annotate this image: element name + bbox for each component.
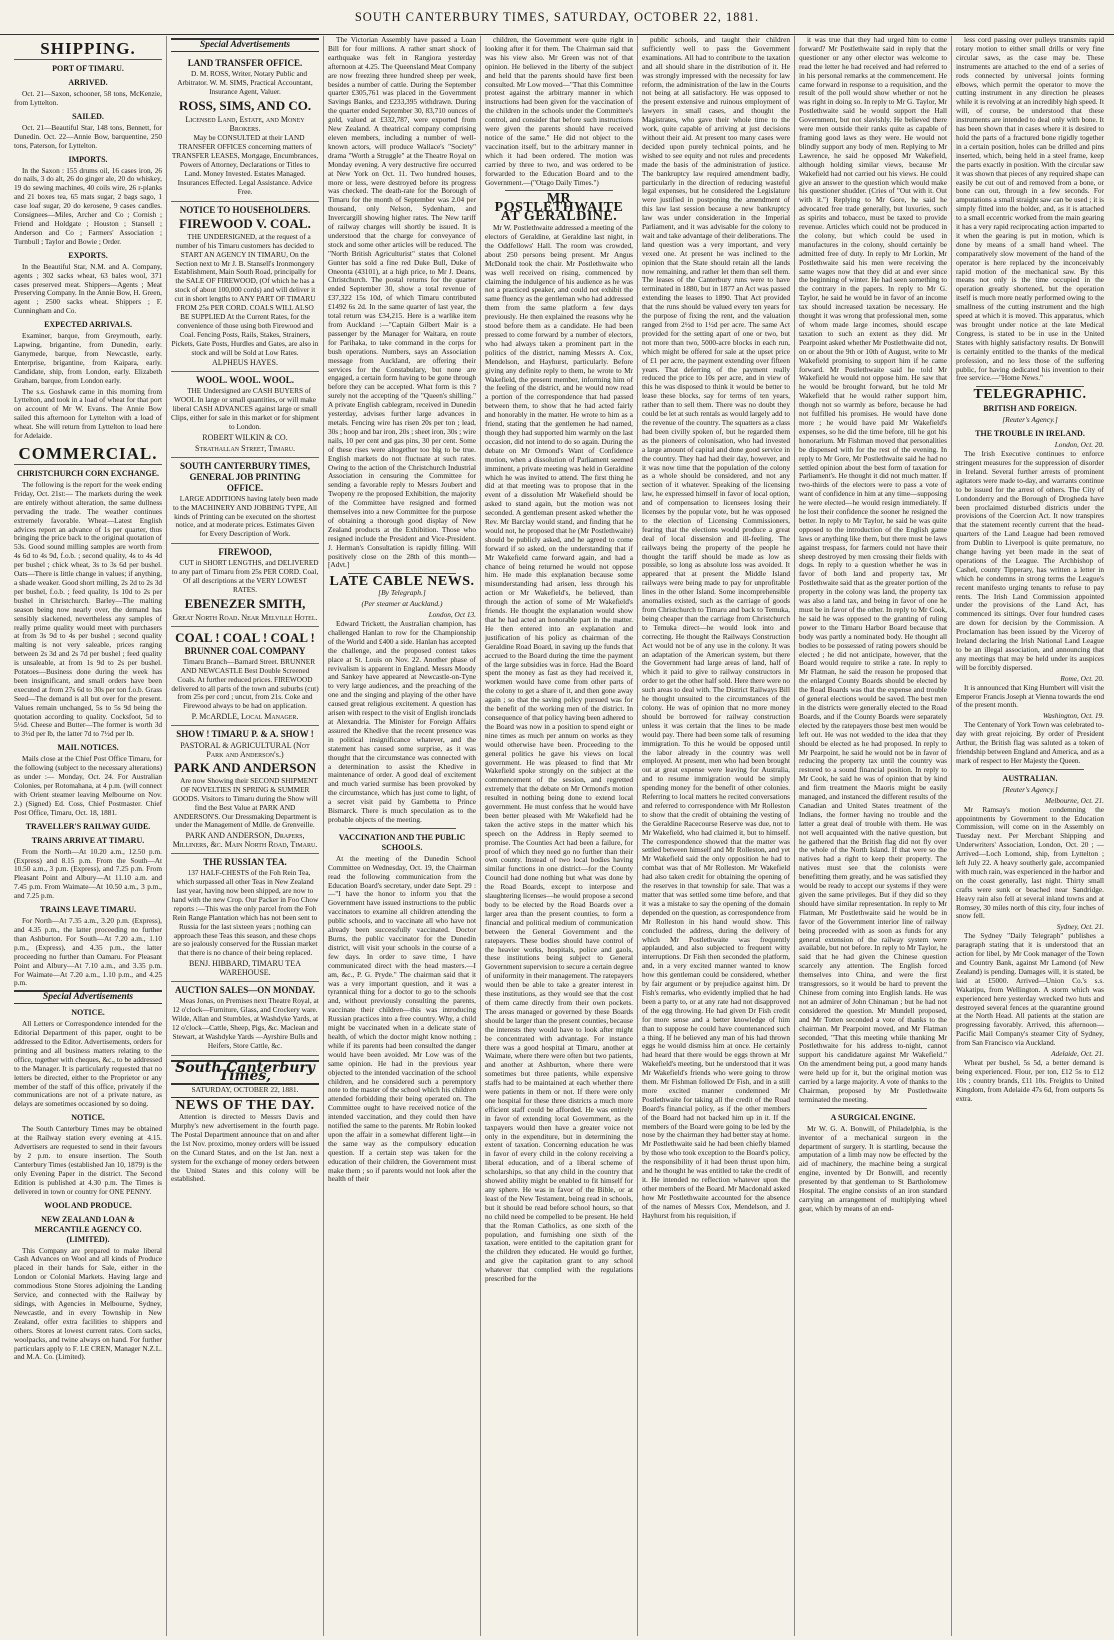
masthead: SOUTH CANTERBURY TIMES, SATURDAY, OCTOBER 22, 1881.	[0, 0, 1114, 35]
cable-byline: [By Telegraph.]	[378, 588, 426, 598]
rail-leave-heading: TRAINS LEAVE TIMARU.	[40, 905, 136, 915]
firewood2-addr: Great North Road. Near Melville Hotel.	[172, 612, 318, 622]
land-partners: D. M. ROSS, Writer, Notary Public and Arbitrator. W. M. SIMS, Practical Accountant, Insurance Agent, Valuer.	[177, 68, 313, 96]
land-firm: ROSS, SIMS, AND CO.	[178, 97, 312, 113]
notice-text: All Letters or Correspondence intended for the Editorial Department of this paper, ought to be addressed to the Editor. Advertisements, orders for printing and all business matters relating to the office, together with cheques, &c., to be addressed to the Manager. It is particularly requested that no letters be directed, either to the Proprietor or any member of the staff of this office, privately if the communications are not of a private nature, as delays are sometimes occasioned by so doing.	[14, 1019, 162, 1109]
wool-produce-text: This Company are prepared to make liberal Cash Advances on Wool and all kinds of Produce placed in their hands for Sale, either in the London or Colonial Markets. Having large and commodious Stone Stores adjoining the Landing Service, and connected with the Railway by sidings, with Agencies in Melbourne, Sydney, Newcastle, and in every Township in New Zealand, offer extra facilities to shippers and others. Stores at lowest current rates. Corn sacks, woolpacks, and twine always on hand. For further particulars apply to F. LE CREN, Manager N.Z.L. and M.A. Co. (Limited).	[14, 1245, 162, 1362]
show-sub: PASTORAL & AGRICULTURAL (Not Park and Anderson's.)	[180, 741, 310, 760]
column-5	[638, 36, 795, 1636]
divider	[348, 828, 456, 829]
wool-title: WOOL. WOOL. WOOL.	[196, 375, 294, 386]
wool-produce-heading: WOOL AND PRODUCE.	[44, 1200, 132, 1210]
printing-title: SOUTH CANTERBURY TIMES, GENERAL JOB PRINTING OFFICE.	[180, 460, 310, 493]
sailed-label: SAILED.	[72, 111, 104, 121]
melbourne-dateline: Melbourne, Oct. 21.	[1045, 795, 1104, 805]
wool-ad	[171, 372, 319, 457]
notice2-heading: NOTICE.	[71, 1113, 105, 1123]
imports-text: In the Saxon : 155 drums oil, 16 cases iron, 26 do nails, 3 do alt, 26 do ginger ale, 20 do whiskey, 19 do sewing machines, 40 coils wire, 26 r-planks and 21 boxes tea, 65 mats sugar, 2 bags sago, 1 case loaf sugar, 20 do kerosene, 9 cases candles. Consignees—Miles, Archer and Co ; Cornish ; Friend and Holdgate ; Houston ; Stansell ; Anderson and Co ; Farmers' Association ; Turnbull ; Taylor and Bowie ; Order.	[14, 165, 162, 246]
tea-text: 137 HALF-CHESTS of the Foh Rein Tea, which surpassed all other Teas in New Zealand last year, having now been shipped, are now to hand with the new Crop. Our Packer in Foo Chow reports :—This was the only parcel from the Foh Rein Range Plantation which has not been sent to Russia for the last sixteen years ; nothing can approach these Teas this season, and these chops are so jealously conserved for the Russian market that there is no chance of their being replaced.	[171, 868, 319, 958]
tea-sig: BENJ. HIBBARD, TIMARU TEA WAREHOUSE.	[189, 959, 301, 978]
wool-text: THE Undersigned are CASH BUYERS of WOOL In large or small quantities, or will make liberal CASH ADVANCES against large or small Clips, either for sale in this market or for shipment to London.	[171, 386, 319, 431]
melbourne-text: Mr Ramsay's motion condemning the appointments by Government to the Education Commission, will come on in the Assembly on Tuesday next. Per Mercbant Shipping and Underwriters' Association, London, Oct. 20 ; —Arrived—Loch Lomond, ship, from Lyttelton ; left July 22. A heavy southerly gale, accompanied with much rain, was experienced in the harbor and on the coast generally, last night. Thirty small crafts were sunk or beached near Sandridge. Heavy rain also fell at several inland towns and at Romsey, 30 miles north of this city, four inches of snow fell.	[956, 804, 1104, 921]
paper-date: SATURDAY, OCTOBER 22, 1881.	[171, 1086, 319, 1098]
exchange-text: The following is the report for the week ending Friday, Oct. 21st:— The markets during the week are entirely without alteration, the same dullness pervading the trade. The weather continues extremely favorable. Wheat—Latest English advices report an advance of 1s per quarter, thus bringing the price back to the original quotation of 53s. Good sound milling samples are worth from 4s 6d to 4s 9d, f.o.b. ; second quality, 4s to 4s 4d per bushel ; chick wheat, 3s to 3s 6d per bushel. Oats—There is little change in values; if anything, a shade weaker. Good short milling, 2s 2d to 2s 3d per bushel, f.o.b. ; feed quality, 1s 10d to 2s per bushel in Christchurch. Barley—The malting season being now nearly over, the demand has sensibly slackened, nevertheless any samples of really prime quality would meet with purchasers at from 3s 9d to 4s per bushel ; second quality malting is not very saleable, prices ranging between 2s 3d and 2s 7d per bushel ; feed quality is unsaleable, at from 1s 9d to 2s per bushel. Potatoes—Business done during the week has been insignificant, and small orders have been executed at from 27s 6d to 30s per ton f.o.b. Grass Seed—The demand is all but over for the present. Values remain unchanged, 5s to 5s 9d being the quotation according to quality. Cocksfoot, 5d to 5½d. Cheese and Butter—The former is worth 3d to 3½d per lb, the latter 7d to 7½d per lb.	[14, 480, 162, 739]
arrived-label: ARRIVED.	[68, 78, 108, 87]
column-1	[10, 36, 167, 1636]
land-transfer-ad	[171, 55, 319, 202]
sydney-text: The Sydney "Daily Telegraph" publishes a paragraph stating that it is understood that an action for libel, by Mr Cook manager of the Town and Country Bank, against Mr Lamond (of New Zealand) is pending. Damages will, it is stated, be laid at £5000. Arrived—Union Co.'s s.s. Wakatipu, from Wellington. A storm which was experienced here yesterday wrecked two huts and destroyed several fences at the quarantine ground at the North Head. All patients at the station are progressing favorably. Arrived, this afternoon—Pacific Mail Company's steamer City of Sydney, from San Francisco via Auckland.	[956, 931, 1104, 1048]
notice2-text: The South Canterbury Times may be obtained at the Railway station every evening at 4.15. Advertisers are requested to send in their favours by 2 p.m. to ensure insertion. The South Canterbury Times (established Jan 10, 1879) is the only Evening Paper in the district. The Second Edition is published at 4.30 p.m. The Times is delivered in town or country for ONE PENNY.	[14, 1124, 162, 1196]
cable-heading: LATE CABLE NEWS.	[329, 574, 475, 590]
shipping-note: The s.s. Goshawk came in this morning from Lyttelton, and took in a load of wheat for that port on account of Mr W. Evans. The Annie Bow sailed this afternoon for Lyttelton with a load of wheat. She will return from Lyttelton to load here for Adelaide.	[14, 386, 162, 441]
news-text: Attention is directed to Messrs Davis and Murphy's new advertisement in the fourth page. The Postal Department announce that on and after the 1st Nov. proximo, money orders will be issued on the Cunard States, and on the 1st Jan. next a system for the exchange of money orders between the United States and this colony will be established.	[171, 1112, 319, 1184]
mail-text: Mails close at the Chief Post Office Timaru, for the following (subject to the necessary alterations) as under :— Monday, Oct. 24. For Australian Colonies, per Rotomahana, at 4 p.m. (will connect with Orient steamer leaving Melbourne on Nov. 2.) (Signed) Ed. Coss, Chief Postmaster. Chief Post Office, Timaru, Oct. 18, 1881.	[14, 754, 162, 817]
divider	[976, 769, 1084, 770]
surgical-text-cont: less cord passing over pulleys transmits rapid rotary motion to either small drills or very fine circular saws, as the case may be. These instruments are attached to the end of a series of rods connected by universal joints forming elbows, which permit the operator to move the cutting instrument in any direction he pleases while it is revolving at an incredibly high speed. It will, of course, be understood that these instruments are intended to deal only with bone. It has been shown that in cases where it is desired to hold the parts of a fractured bone rigidly together in a certain position, holes can be drilled and pins inserted, which, being held in a steel frame, keep the parts exactly in position. With the circular saw it was shown that pieces of any required shape can easily be cut out of and removed from a bone, or bone can out, through in a few seconds. For amputations a small straight saw can be used ; it is simply fitted into the holder, and, as it is attached to a small eccentric worked from the main gearing it has a very rapid reciprocating action imparted to it when the gearing is put in motion, which is done by means of a small hand wheel. The comparatively slow movement of the hand of the operator is here replaced by the inconceivably rapid motion of the mechanical saw. By this means not only is the time occupied in the operation greatly shortened, but the operation itself is much more neatly performed owing to the smallness of the cutting instrument and the high speed at which it is moved. This apparatus, which was brought under notice at the late Medical Congress, is stated to be in use in the United States with highly satisfactory results. Dr Bonwill is certainly entitled to the thanks of the medical profession, and no less those of the suffering public, for having dedicated his invention to their free service.—"Home News."	[956, 36, 1104, 383]
auction-ad	[171, 982, 319, 1055]
exports-label: EXPORTS.	[68, 250, 108, 260]
coal-firm: BRUNNER COAL COMPANY	[184, 645, 306, 656]
adelaide-text: Wheat per bushel, 5s 5d, a better demand is being experienced. Flour, per ton, £12 5s to £12 10s ; country brands, £11 10s. Freights to United Kingdom, from Adelaide 47s 6d, from outports 5s extra.	[956, 1057, 1104, 1103]
sailed-text: Oct. 21—Beautiful Star, 148 tons, Bennett, for Dunedin. Oct. 22—Annie Bow, barquentine, 250 tons, Paterson, for Lyttelton.	[14, 122, 162, 150]
cable-sub: (Per steamer at Auckland.)	[361, 599, 443, 609]
land-title: LAND TRANSFER OFFICE.	[187, 57, 303, 68]
reuter-byline: [Reuter's Agency.]	[1002, 415, 1058, 425]
paper-brand: South Canterbury Times,	[171, 1060, 319, 1086]
cable-dateline: London, Oct 13.	[428, 610, 476, 620]
wool-sig: ROBERT WILKIN & CO.	[202, 432, 288, 442]
news-items: The Victorian Assembly have passed a Loan Bill for four millions. A rather smart shock of earthquake was felt in Rangiora yesterday afternoon at 4.25. The Queensland Meat Company are now freezing three hundred sheep per week, besides a number of cattle. During the September quarter £305,761 was placed in the Government Savings Banks, and £233,395 withdrawn. During the quarter ended September 30, 83,710 ounces of gold, valued at £332,787, were exported from New Zealand. A theatrical company comprising eleven members, including a number of well-known actors, will produce Wallace's "Society" drama "Worth a Struggle" at the Theatre Royal on Monday evening. A very destructive fire occurred at New York on Oct. 11. Two hundred houses, more or less, were destroyed before its progress was checked. The death-rate for the Borough of Timaru for the month of September was 2.04 per thousand, only Nelson, Sydenham, and Invercargill showing higher rates. The New tariff of railway charges will shortly be issued. It is understood that the charge for conveyance of stock and some other articles will be reduced. The "North British Agriculturist" states that Colonel Gunter has sold a fine red Duke Bull, Duke of Oneonta (43101), at a high price, to Mr J. Deans, Christchurch. The postal returns for the quarter ended September 30, show a total revenue of £37,322 15s 10d, of which Timaru contributed £1492 6s 2d. In the same quarter of last year, the total return was £34,215. Here is a warlike item from Auckland :—"Captain Gilbert Mair is a passenger by the Manager for Waitara, en route for Parihaka, to take command in the corps for bush operations. Numbers, says an Association message from Auckland, are offering their services for the Constabulary, but none are engaged, a certain form having to be gone through before they can be accepted. What form is this ? surely not the accepting of the "Queen's shilling." A private English cablegram, received in Dunedin yesterday, advises further large advances in metals. Fencing wire has risen 20s per ton ; lead, 30s ; hoop and bar iron, 20s ; sheet iron, 30s ; wire nails, 10 per cent and gas pins, 30 per cent. Some of these rises were altogether too big to be true. English markets do not fluctuate at such rates. Owing to the action of the Christchurch Industrial Association in censuring the Committee for sending a favorable reply to Messrs Joubert and Twopeny re the proposed Exhibition, the majority of the Committee have resigned and formed themselves into a new Committee for the purpose of obtaining a thorough good display of New Zealand products at the Exhibition. Those who resigned include the President and Vice-President. J. Herman's Consultation is rapidly filling. Will positively close on the 28th of this month—[Advt.]	[328, 36, 476, 570]
commercial-heading: COMMERCIAL.	[14, 444, 162, 465]
rome-dateline: Rome, Oct. 20.	[1060, 673, 1104, 683]
column-2	[167, 36, 324, 1636]
postlethwaite-text: Mr W. Postlethwaite addressed a meeting of the electors of Geraldine, at Geraldine last night, in the Oddfellows' Hall. The room was crowded, about 250 persons being present. Mr Angus McDonald took the chair. Mr Postlethwaite who was well received on rising, commenced by claiming the indulgence of his audience as he was not a practiced speaker, and could not exhibit the same fluency as the gentleman who had addressed them from the same platform a few days previously. He then explained the reasons why he stood before them as a candidate. He had been pressed to come forward by a number of electors, who had always taken a prominent part in the politics of the district, naming Messrs A. Cox, Mendelson, and Hayhurst, particularly. Before giving any definite reply to them, he wrote to Mr Wakefield, the present member, informing him of the feeling of the district, and he would now read a portion of the correspondence that had passed between them, to show that he had acted fairly and honorably in the matter. He wrote to him as a friend, stating that the gentlemen he had named, though they had supported him warmly on the last occasion, did not intend to do so again. During the debate on Mr Ormond's Want of Confidence motion, when a dissolution of Parliament seemed imminent, a private meeting was held in Geraldine which he was invited to attend. The first thing he did at that meeting was to propose that in the event of a dissolution Mr Wakefield should be asked to stand again, but the motion was not seconded. A gentleman present asked whether the Rev. Mr Barclay would stand, and finding that he would not, he proposed that he (Mr Postlethwaite) should be publicly asked, and he agreed to come forward if so asked, on the understanding that if Mr Wakefield came forward again, and had a chance of being returned he would not oppose him. He made this explanation because some misunderstanding had arisen, less through his action or Mr Wakefield's, he believed, than through the action of some of Mr Wakefield's friends. He thought the explanation would show that he had acted an honorable part in the matter. He then entered into an explanation and justification of his policy as chairman of the Geraldine Road Board, in saving up the funds that accrued to the Board during the time the payment of the large subsidies was in force. Had the Board spent the money as fast as they had received it, workmen would have come from other parts of the colony to get a share of it, and then gone away again ; so that the saving policy pursued was for the benefit of the working men of the district. In consequence of that policy having been adhered to the Board was now in a position to spend eight or nine times as much per annum on works as they would otherwise have been. Proceeding to the general politics he gave his views on local government. He was pleased to find that Mr Wakefield spoke strongly on the subject at the commencement of the session, and regretted extremely that the debate on Mr Ormond's motion resulted in nothing being done to extend local government. He must confess that he would have been better pleased with Mr Wakefield had he taken the active steps in the matter which his speech on the Address in Reply seemed to promise. The Counties Act had been a failure, for proof of which they need go no further than their own county. Instead of two local bodies having similar functions in one district—for the County Council had done nothing but what was done by the Road Boards, except to interpose and slaughtering licenses—he would propose a second body to be elected by the Road Boards over a larger area than the present counties, to form a financial and political medium of communication between the General Government and the ratepayers. These bodies should have control of the heavier works, hospitals, police and gaols, these institutions being subject to General Government supervision to secure a certain degree of uniformity in their management. The ratepayers would then be able to take a greater interest in these institutions, as they would see that the cost of them came directly from their own pockets. The areas managed or governed by these Boards should be larger than the present counties, because the interests they would have to look after might be concentrated with advantage. For instance there was a good hospital at Timaru, another at Waimate, where there were often but two patients, and another at Ashburton, where there were sometimes but three patients, while expensive staffs had to be maintained at each whether there were patients in them or not. If there were only one hospital for these three districts a much more efficient staff could be afforded. He was entirely in favor of extending local Government, as the taxpayers would then have a greater voice not only in the expenditure, but in determining the extent of taxation. Concerning education he was in favor of every child in the colony receiving a liberal education, and of a liberal scheme of scholarships, so that any child in the country that showed ability might be enabled to fit himself for any sphere. He was in favor of the Bible, or at least of the New Testament, being read in schools, but it should be read before school hours, so that no child need be compelled to be present. He held that the Roman Catholics, as one sixth of the population, and furnishing one sixth of the taxation, were entitled to the capitation grant for the children they educated. He would go further, and give the capitation grant to any school whatever that complied with the regulations prescribed for the	[485, 223, 633, 1284]
vaccination-text-cont: children, the Government were quite right in looking after it for them. The Chairman said that was his view also. Mr Green was not of that opinion. He believed in the liberty of the subject and held that the parents should have first been consulted. Mr Low moved—"That this Committee protest against the arbitrary manner in which instructions had been given for the vaccination of the children in the schools under the Committee's control, and consider that before such instructions were given the parents should have received notice of the same." He did not object to the vaccination itself, but to the arbitrary manner in which it had been ordered. The motion was carried by three to two, and was ordered to be forwarded to the Education Board and to the Government.—("Otago Daily Times.")	[485, 36, 633, 187]
rail-arrive-text: From the North—At 10.20 a.m., 12.50 p.m. (Express) and 8.15 p.m. From the South—At 10.50 a.m., 3 p.m. (Express), and 7.25 p.m. From Pleasant Point and Albury—At 11.10 a.m. and 7.45 p.m. From Waimate—At 10.50 a.m., 3 p.m., and 7.25 p.m.	[14, 846, 162, 901]
auction-title: AUCTION SALES—ON MONDAY.	[174, 985, 316, 996]
british-heading: BRITISH AND FOREIGN.	[983, 404, 1077, 414]
postlethwaite-text-end: it was true that they had urged him to come forward? Mr Postlethwaite said in reply that the questioner or any other elector was welcome to read the letter he had received and had referred to in his personal remarks at the commencement. He came forward in response to a requisition, and the result of the poll would show whether or not he was right in doing so. In reply to Mr G. Taylor, Mr Postlethwaite said he would support the Hall Government, but not slavishly. He believed there were men outside their ranks quite as capable of framing good laws as they were. He would not blindly support any body of men. Replying to Mr Lawrence, he said he opposed Mr Wakefield, although holding similar views, because Mr Wakefield had not carried out his views. He could give an answer to the question which would make his questioner shudder. (Cries of "Out with it. Out with it.") Replying to Mr Gore, he said he advocated free trade generally, but luxuries, such as spirits and tobacco, must be taxed to provide revenue. Articles which could not be produced in the colony, but which could be used in manufactures in the colony, should certainly be admitted free of duty. In reply to Mr Lorkin, Mr Postlethwaite said his men were receiving the same wages now that they did at and ever since the beginning of winter. He had seen something to the contrary in the papers. In reply to Mr G. Taylor, he said he would be in favor of an income tax should increased taxation be necessary. He thought it was wrong that professional men, some of whom made large incomes, should escape taxation to such an extent as they did. Mr Pearpoint asked whether Mr Postlethwaite did not, on or about the 9th or 10th of August, write to Mr Wakefield promising to support him if he came forward. Mr Postlethwaite said he told Mr Wakefield he would not oppose him. He saw that he would be brought forward, but he told Mr Wakefield that he would rather support him, though not so warmly as before, because he had not fulfilled his promises. He would have done more ; he would have paid Mr Wakefield's expenses, so he did the time before, till he got his honorarium. Mr Fishman moved that personalities be dispensed with for the rest of the evening. In reply to Mr Gore, Mr Postlethwaite said he had no settled opinion about the best form of taxation for Parliament's. He thought it did not much matter. If two-thirds of the electors were to pass a vote of want of confidence in him at any time—supposing he were elected—he would resign immediately. If he lost their confidence the sooner he resigned the better. In reply to Mr Taylor, he said he was quite opposed to the introduction of the English game laws or anything like them, but there must be laws against trespass, for farmers could not have their sheep destroyed by men crossing their fields with dogs. In reply to a question whether he was in favor of both land and property tax, Mr Postlethwaite said that as the greater portion of the property in the colony was land, the property tax was also a land tax, and being in favor of one he must be in favor of the other. In reply to Mr Cook, he said he was opposed to the granting of ruling power to the Timaru Harbor Board because that body was partly a nominated body. He thought all bodies to be possessed of rating powers should be elected ; he did not anticipate, however, that the Board would require to strike a rate. In reply to Mr Flatman, he said the reason he proposed that the enlarged County Boards should be elected by the Road Boards was that the expense and trouble of general elections would be saved. The best men in the districts were generally elected to the Road Boards, and if the County Boards were separately elected by the ratepayers those best men would be left out. He was not wedded to the idea that they should be elected as he had proposed. In reply to Mr Pearpoint, he said he would not be in favor of reducing the property tax until the country was restored to a sound financial position. In reply to Mr Cook, he said he was of opinion that by kind and firm treatment the Maoris might be easily managed, and instanced the different results of the Canadian and United States treatment of the Indians, the former having no trouble and the latter a great deal of trouble with them. He was not well acquainted with the native question, but he gathered that the British flag did not fly over the whole of the North Island. If that were so the natives had a right to keep their property. The natives must see that the colonists were benefitting them greatly, and he was satisfied they would be ready to accept our systems if they were given the same privileges. But if they did so they should have similar representation. In reply to Mr Flatman, Mr Postlethwaite said he would be in favor of the Government interior line of railway being proceeded with as soon as funds for any general extension of the railway system were available, but not before. In reply to Mr Taylor, he said that he had given the Chinese question scarcely any attention. The English forced themselves into China, and were the first transgressors, so it would be hard to prevent the Chinese from coming into English lands. He was not an admirer of John Chinaman ; but he had not considered the question. Mr Mundell proposed, and Mr Totten seconded a vote of thanks to the chairman. Mr Pearpoint moved, and Mr Flatman seconded, "That this meeting while thanking Mr Postlethwaite for his address to-night, cannot support his candidature against Mr Wakefield." On the amendment being put, a good many hands were held up for it, but the original motion was carried by a large majority. A vote of thanks to the Chairman, proposed by Mr Postlethwaite terminated the meeting.	[799, 36, 947, 1104]
special-ads-heading: Special Advertisements	[14, 990, 162, 1004]
imports-label: IMPORTS.	[68, 154, 108, 164]
tea-ad	[171, 854, 319, 982]
auction-text: Meas Jonas, on Premises next Theatre Royal, at 12 o'clock—Furniture, Glass, and Crockery ware. Wilde, Allan and Stumbles, at Washdyke Yards, at 12 o'clock—Cattle, Sheep, Pigs, &c. Maclean and Stewart, at Washdyke Yards —Ayrshire Bulls and Heifers, Store Cattle, &c.	[171, 996, 319, 1050]
park-title: PARK AND ANDERSON	[173, 759, 317, 775]
firewood-title: FIREWOOD V. COAL.	[179, 215, 311, 231]
column-7	[952, 36, 1108, 1636]
coal-ad	[171, 627, 319, 726]
column-4	[481, 36, 638, 1636]
tea-title: THE RUSSIAN TEA.	[203, 857, 287, 868]
vaccination-text: At the meeting of the Dunedin School Committee on Wednesday, Oct. 19, the Chairman read the following communication from the Education Board's secretary, under date Sept. 29 :—"I have the honor to inform you that the Government have issued instructions to the public vaccinators to examine all children attending the public schools, and to vaccinate all who have not already been successfully vaccinated. Doctor Burns, the public vaccinator for the Dunedin district, will visit your schools in the course of a few days. In order to save time, I have communicated direct with the head masters.—I am, &c., P. G. Pryde." The chairman said that it was a very important question, and it was a tyrannical thing for a doctor to go to the schools and, without previously consulting the parents, vaccinate their children—this was introducing Russian practices into a free country. Why, a child might be vaccinated when in a delicate state of health, of which the doctor might know nothing ; while if its parents had been consulted the danger would have been avoided. Mr Low was of the same opinion. He had in the previous year objected to the intended vaccination of the school children, and he considered such a peremptory note to the master of the school which his children attended forbidding their being operated on. The Committee ought to have received notice of the intended vaccination, and they could then have notified the same to the parents. Mr Robin looked upon the affair in a somewhat different light—in the same way as the compulsory education question. If a certain step was taken for the education of their children, the Government must make them ; so if parents would not look after the health of their	[328, 853, 476, 1184]
column-3	[324, 36, 481, 1636]
firewood2-ad	[171, 544, 319, 627]
columns	[10, 36, 1108, 1636]
washington-dateline: Washington, Oct. 19.	[1042, 711, 1104, 721]
exports-text: In the Beautiful Star, N.M. and A. Company, agents ; 302 sacks wheat, 63 bales wool, 371 cases preserved meat. Shippers—Agents ; Meat Preserving Company. In the Annie Bow, H. Green, agent ; 2500 sacks wheat. Shippers ; F. Cunningham and Co.	[14, 261, 163, 316]
reuter-byline-2: [Reuter's Agency.]	[1002, 784, 1058, 794]
rail-arrive-heading: TRAINS ARRIVE AT TIMARU.	[31, 835, 145, 845]
divider	[819, 1108, 927, 1109]
shipping-heading: SHIPPING.	[14, 39, 162, 60]
firewood-sig: ALPHEUS HAYES.	[212, 358, 278, 368]
expected-text: Examiner, barque, from Greymouth, early. Lapwing, brigantine, from Dunedin, early. Ganymede, barque, from Newcastle, early. Enterprise, brigantine, from Kaipara, early. Candidate, ship, from London, early. Elizabeth Graham, barque, from London early.	[14, 331, 162, 385]
wool-addr: Strathallan Street, Timaru.	[195, 443, 295, 453]
printing-ad	[171, 458, 319, 545]
coal-text: Timaru Branch—Barnard Street. BRUNNER AND NEWCASTLE Best Double Screened Coals. At further reduced prices. FIREWOOD delivered to all parts of the town and suburbs (cut) from 25s per cord ; uncut, from 21s. Coke and Firewood always to be had on application.	[171, 656, 319, 711]
postlethwaite-heading: MR POSTLETHWAITE AT GERALDINE.	[494, 191, 624, 225]
firewood-text: THE UNDERSIGNED, at the request of a number of his Timaru customers has decided to START AN AGENCY IN TIMARU, On the Section next to Mr J. B. Stansell's Ironmongery Establishment, Main South Road, principally for the SALE OF FIREWOOD, (Of which he has a stock of about 100,000 cords) and will deliver it cut in short lengths to ANY PART OF TIMARU FROM 25s PER CORD. COALS WILL ALSO BE SUPPLIED At the Current Rates, for the convenience of those using both Firewood and Coal. Fencing Posts, Rails, Stakes, Strainers, Pickets, Gate Posts, Hurdles and Gates, are also in stock and will be Sold at Low Rates.	[171, 231, 319, 357]
notice-heading: NOTICE.	[71, 1008, 105, 1018]
firewood-coal-ad	[171, 202, 319, 373]
printing-text: LARGE ADDITIONS having lately been made to the MACHINERY AND JOBBING TYPE, All kinds of Printing can be executed on the shortest notice, and at moderate prices. Estimates Given for Every Description of Work.	[172, 493, 319, 539]
ireland-dateline: London, Oct. 20.	[1054, 440, 1104, 450]
coal-sig: P. McARDLE, Local Manager.	[191, 712, 299, 722]
port-heading: PORT OF TIMARU.	[52, 64, 124, 73]
land-text: May be CONSULTED at their LAND TRANSFER OFFICES concerning matters of TRANSFER LEASES, Mortgage, Encumbrances, Powers of Attorney, Declarations or Titles to Land. Money Invested. Estates Managed. Insurances Effected. Legal Assistance. Advice Free.	[171, 133, 319, 196]
rail-heading: TRAVELLER'S RAILWAY GUIDE.	[25, 821, 151, 831]
show-title: SHOW ! TIMARU P. & A. SHOW !	[176, 729, 314, 740]
rome-text: It is announced that King Humbert will visit the Emperor Francis Joseph at Vienna towards the end of the present month.	[956, 682, 1104, 710]
adelaide-dateline: Adelaide, Oct. 21.	[1051, 1049, 1104, 1059]
land-sub: Licensed Land, Estate, and Money Brokers.	[185, 114, 305, 133]
sydney-dateline: Sydney, Oct. 21.	[1056, 922, 1104, 932]
washington-text: The Centenary of York Town was celebrated to-day with great rejoicing. By order of President Arthur, the British flag was saluted as a token of friendship between England and America, and as a mark of respect to Her Majesty the Queen.	[956, 720, 1104, 765]
news-heading: NEWS OF THE DAY.	[175, 1098, 315, 1114]
vaccination-heading: VACCINATION AND THE PUBLIC SCHOOLS.	[338, 832, 466, 852]
rail-leave-text: For North—At 7.35 a.m., 3.20 p.m. (Express), and 4.35 p.m., the latter proceeding no further than Ashburton. For South—At 7.20 a.m., 1.10 p.m., (Express), and 4.35 p.m., the latter proceeding no further than Oamaru. For Pleasant Point and Albury—At 7.10 a.m., and 3.35 p.m. For Waimate—At 7.20 a.m., 1.10 p.m., and 4.25 p.m.	[14, 916, 162, 988]
coal-title: COAL ! COAL ! COAL !	[175, 629, 315, 645]
show-ad	[171, 726, 319, 854]
park-text: Are now Showing their SECOND SHIPMENT OF NOVELTIES IN SPRING & SUMMER GOODS. Visitors to Timaru during the Show will find the Best Value at PARK AND ANDERSON'S. Our Dressmaking Department is under the Management of Mdlle. de Grenveille.	[172, 775, 318, 830]
firewood2-text: CUT in SHORT LENGTHS, and DELIVERED to any part of Timaru from 25s PER CORD. Coal, Of all descriptions at the VERY LOWEST RATES.	[171, 558, 319, 594]
postlethwaite-text-cont: public schools, and taught their children sufficiently well to pass the Government examinations. All had to contribute to the taxation and all should share in the distribution of it. He was strongly impressed with the necessity for law reform, the administration of the law in the Courts not being at all satisfactory. He was opposed to the present extensive and ruinous employment of lawyers in small cases, and thought the Magistrates, who gave their whole time to the work, quite capable of arriving at just decisions without their aid. At present too many cases were decided upon purely technical points, and he wished to see equity and not rules and precedents made the basis of the administration of justice. The bankruptcy law required amendment badly, particularly in the direction of reducing wasteful legal expenses, but he considered the Legislature were justified in postponing the amendment of this law last session because a new bankruptcy law was under consideration in the Imperial Parliament, and it was advisable for the colony to wait and take advantage of their deliberations. The land question was a very important, and very vexed one. At present he was inclined to the opinion that the State should retain all the lands now remaining, and rather let them than sell them. The leases of the Canterbury runs were to have terminated in 1880, but in 1877 an Act was passed extending the leases to 1890. That Act provided that the runs should be valued every ten years for the purpose of fixing the rent, and the valuation ranged from 2½d to 1½d per acre. The same Act provided for the setting apart of one or two, but not more than two, 5000-acre blocks in each run, which might be offered for sale at the upset price of £1 per acre, the payment extending over fifteen years. That deferring of the payment really reduced the price to 10s per acre, and in view of this he was disposed to think it would be better to lease these blocks, say for terms of ten years, rather than to sell them. There was no doubt they could be let at such rentals as would largely add to the revenue of the country. The squatters as a class had been civilly spoken of, but he regarded them as the pioneers of colonisation, who had invested a large amount of capital and done good service in the country. They had had their day, however, and it was now time that the population of the colony as a whole should be considered, and not any section of it whatever. Speaking of the licensing law, he expressed himself in favor of local option, and of compensation to licensees losing their licenses by the popular vote, but he was opposed to the election of Licensing Commissioners, fearing that the elections would produce a great deal of local dissension and ill-feeling. The railways being the property of the people he thought the tariff should be made as low as possible, so long as absolute loss was avoided. It appeared that at present the Middle Island railways were being made to pay for unprofitable lines in the other Island. Some incomprehensible anomalies existed, such as the carriage of goods from Christchurch to Timaru and back to Temuka, being cheaper than the carriage from Christchurch to Temuka direct—he would look into and correcting. He thought the Railways Construction Act would not be of any use in the colony. It was an adaptation of the American system, but there the Government had large areas of land, half of which it paid to give to railway constructors in order to get the other half sold. Here there were no such areas to deal with. The District Railways Bill he thought unsuited to the circumstances of the colony. He was of opinion that no more money should be borrowed for railway construction unless it was certain that the lines to be made would pay. There had been some talk of resuming immigration. To this he would be opposed until the labor already in the country was well employed. At present, men who had been brought out at great expense were leaving for Australia, and to resume immigration would be simply spending money for the benefit of other colonies. Referring to local matters he recited conversations and referred to correspondence with Mr Rolleston to show that the credit of obtaining the vesting of the Geraldine Racecourse Reserve was due, not to Mr Wakefield, who had claimed it, but to himself. The correspondence showed that the matter was settled between himself and Mr Rolleston, and yet Mr Wakefield said the only opposition he had to combat was that of Mr Rolleston. Mr Wakefield had also taken credit for obtaining the opening of the reserves in that township for sale. That was a matter that was settled some time before, and that it was a mistake to say the opening of the domain depended on the question, as correspondence from Mr Rolleston in his hand would show. This concluded the address, during the delivery of which Mr Postlethwaite was frequently applauded, and also subjected to frequent witty interruptions. Dr Fish then seconded the platform, and, in a very excited manner wanted to know how this gentleman could be considered, whether by fair argument or by prejudice against him. Dr Fish's remarks, who evidently implied that he had been a party to, or at any rate had not disapproved of the egg throwing. He had given Dr Fish credit for more sense and a better knowledge of him than to suppose he could have countenanced such a thing. If he believed any man of his had thrown eggs he would dismiss him at once. He certainly had heard that there would be eggs thrown at Mr Wakefield's meeting, but he understood that it was Mr Wakefield's friends who were going to throw them. Mr Fishman followed Dr Fish, and in a still more excited manner condemned Mr Postlethwaite for taking all the credit of the Road Board's financial policy, as if the other members of the Board had not backed him up in it. If the members of the Board were going to be led by the nose by the chairman they had better stay at home. Mr Postlethwaite said he had been chiefly blamed by those who took exception to the Board's policy, the responsibility of it had been thrust upon him, and he thought he was entitled to take the credit of it. He intended no reflection whatever upon the other members of the Board. Mr Macdonald asked how Mr Postlethwaite accounted for the absence of the names of Messrs Cox, Mendelson, and J. Hayhurst from his requisition, if	[642, 36, 790, 1220]
firewood2-title: FIREWOOD,	[218, 547, 272, 558]
australian-heading: AUSTRALIAN.	[1002, 773, 1058, 783]
householders-title: NOTICE TO HOUSEHOLDERS.	[179, 204, 311, 215]
special-ads-heading: Special Advertisements	[171, 38, 319, 52]
mail-heading: MAIL NOTICES.	[57, 743, 119, 753]
park-sig: PARK AND ANDERSON, Drapers, Milliners, &c. Main North Road, Timaru.	[172, 831, 318, 850]
firewood2-sig: EBENEZER SMITH,	[184, 595, 306, 611]
exchange-heading: CHRISTCHURCH CORN EXCHANGE.	[16, 469, 159, 478]
ireland-text: The Irish Executive continues to enforce stringent measures for the suppression of disorder in Ireland. Several further arrests of prominent agitators were made to-day, and warrants continue to be issued for the arrest of others. The City of Londonderry and the Borough of Drogheda have been proclaimed disturbed districts under the provisions of the Coercion Act. It now transpires that the statement recently current that the head-quarters of the Land League had been removed from Dublin to Liverpool is quite premature, no change having yet been made in the seat of operations of the League. The Archbishop of Cashel, county Tipperary, has written a letter in which he condemns in strong terms the League's recent manifesto urging tenants to refuse to pay rents. The Irish Land Commission appointed under the provisions of the Land Act, has commenced its sittings. Over four hundred cases are down for decision by the Commission. A Proclamation has been issued by the Viceroy of Ireland declaring the Irish National Land League to be an illegal association, and announcing that any meetings that may be held under its auspices will be forcibly dispersed.	[956, 449, 1104, 672]
telegraphic-heading: TELEGRAPHIC.	[973, 387, 1087, 403]
surgical-text: Mr W. G. A. Bonwill, of Philadelphia, is the inventor of a mechanical surgeon in the department of surgery. It is startling, because the amputation of a limb may now be effected by the aid of machinery, the machine being a surgical engine, invented by Dr Bonwill, and recently presented by that gentleman to St Bartholomew Hospital. The engine consists of an iron standard carrying an arrangement of multiplying wheel gear, which by means of an end-	[799, 1123, 947, 1213]
surgical-heading: A SURGICAL ENGINE.	[830, 1112, 916, 1122]
column-6	[795, 36, 952, 1636]
arrived-text: Oct. 21—Saxon, schooner, 58 tons, McKenzie, from Lyttelton.	[14, 89, 162, 107]
wool-produce-sub: NEW ZEALAND LOAN & MERCANTILE AGENCY CO. (LIMITED).	[34, 1214, 142, 1244]
expected-label: EXPECTED ARRIVALS.	[44, 320, 132, 330]
ireland-heading: THE TROUBLE IN IRELAND.	[975, 429, 1085, 439]
cable-text: Edward Trickett, the Australian champion, has challenged Hanlan to row for the Championship of the World and £400 a side. Hanlan has accepted the challenge, and the proposed contest takes place at St. Louis on Nov. 22. Another phase of revivalism is apparent in England. Messrs Moody and Sankey have appeared at Newcastle-on-Tyne to very large audiences, and the preaching of the one and the singing and playing of the other have caused great religious excitement. A question has arisen with respect to the visit of English ironclads at Alexandria. The Minister for Foreign Affairs assured the Khedive that the recent presence was in political insignificance whatever, and the statement has caused some surprise, as it was thought that the circumstance was connected with a determination to assist the Khedive in maintenance of order. A good deal of excitement and much varied surmise has been provoked by the circumstance, which has just come to light, of a secret visit paid by Gambetta to Prince Bismarck. There is much speculation as to the probable objects of the meeting.	[328, 619, 476, 824]
